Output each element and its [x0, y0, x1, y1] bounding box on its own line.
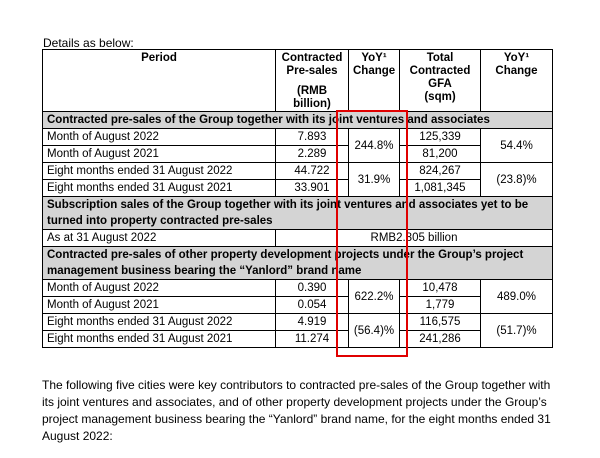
row-gfa: 241,286: [400, 331, 481, 348]
table-row: [43, 163, 553, 180]
row-period: Month of August 2021: [43, 146, 276, 163]
section-header: [43, 112, 553, 129]
section2-title: Subscription sales of the Group together with its joint ventures and associates yet to be turned into property contracted pre-sales: [43, 197, 553, 230]
row-period: Eight months ended 31 August 2021: [43, 331, 276, 348]
row-period: Month of August 2022: [43, 129, 276, 146]
row-period: Eight months ended 31 August 2022: [43, 314, 276, 331]
row-subscription-value: RMB2.805 billion: [276, 230, 553, 247]
header-yoy-change-1: YoY¹ Change: [349, 50, 400, 112]
header-total-gfa-label: Total Contracted GFA: [409, 52, 471, 90]
row-gfa: 1,081,345: [400, 180, 481, 197]
header-row: [43, 50, 553, 112]
header-contracted-presales: [276, 50, 349, 112]
intro-text: Details as below:: [43, 36, 134, 50]
table-row: [43, 314, 553, 331]
table-row: [43, 129, 553, 146]
row-yoy-gfa: 489.0%: [481, 280, 553, 314]
presales-table: [42, 49, 553, 348]
row-yoy-gfa: 54.4%: [481, 129, 553, 163]
row-gfa: 116,575: [400, 314, 481, 331]
table-row: [43, 180, 553, 197]
table-row: [43, 146, 553, 163]
row-period: Month of August 2021: [43, 297, 276, 314]
section-header: [43, 247, 553, 280]
row-presales: 2.289: [276, 146, 349, 163]
header-period: Period: [43, 50, 276, 112]
header-yoy-change-2: YoY¹ Change: [481, 50, 553, 112]
section3-title: Contracted pre-sales of other property development projects under the Group’s project management business bearing the “Yanlord” brand name: [43, 247, 553, 280]
table-row: [43, 297, 553, 314]
row-gfa: 10,478: [400, 280, 481, 297]
row-gfa: 81,200: [400, 146, 481, 163]
row-presales: 33.901: [276, 180, 349, 197]
row-gfa: 1,779: [400, 297, 481, 314]
row-yoy-gfa: (51.7)%: [481, 314, 553, 348]
header-total-gfa: [400, 50, 481, 112]
row-period: Eight months ended 31 August 2021: [43, 180, 276, 197]
row-yoy-gfa: (23.8)%: [481, 163, 553, 197]
row-period: As at 31 August 2022: [43, 230, 276, 247]
row-presales: 44.722: [276, 163, 349, 180]
table-row: [43, 230, 553, 247]
header-gfa-unit: (sqm): [424, 91, 456, 103]
row-gfa: 125,339: [400, 129, 481, 146]
body-paragraph: The following five cities were key contributors to contracted pre-sales of the Group together with its joint ventures and associates, and of other property development projects under the Group’s project management business bearing the “Yanlord” brand name, for the eight months ended 31 August 2022:: [42, 378, 551, 443]
row-presales: 0.054: [276, 297, 349, 314]
row-yoy: 244.8%: [349, 129, 400, 163]
row-yoy: 31.9%: [349, 163, 400, 197]
row-presales: 0.390: [276, 280, 349, 297]
table-row: [43, 280, 553, 297]
row-presales: 4.919: [276, 314, 349, 331]
header-contracted-presales-label: Contracted Pre-sales: [281, 52, 343, 77]
row-yoy: (56.4)%: [349, 314, 400, 348]
section-header: [43, 197, 553, 230]
table-row: [43, 331, 553, 348]
row-gfa: 824,267: [400, 163, 481, 180]
row-period: Month of August 2022: [43, 280, 276, 297]
header-contracted-unit: (RMB billion): [293, 85, 331, 110]
row-yoy: 622.2%: [349, 280, 400, 314]
section1-title: Contracted pre-sales of the Group together with its joint ventures and associates: [43, 112, 553, 129]
row-presales: 11.274: [276, 331, 349, 348]
row-presales: 7.893: [276, 129, 349, 146]
row-period: Eight months ended 31 August 2022: [43, 163, 276, 180]
